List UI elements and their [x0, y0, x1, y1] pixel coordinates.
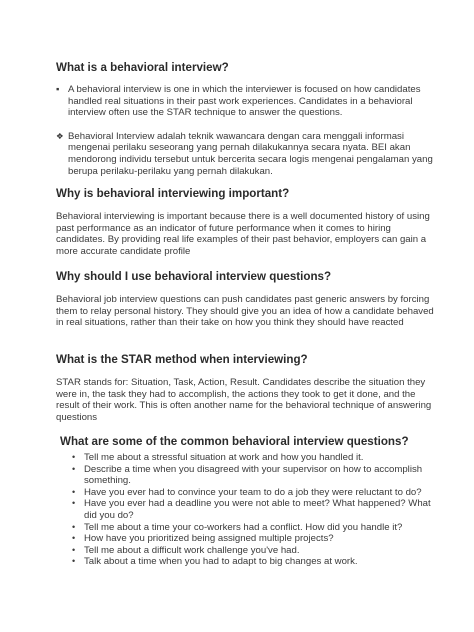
- question-text: Tell me about a difficult work challenge you've had.: [84, 544, 300, 556]
- list-item: [72, 522, 444, 534]
- list-item: [72, 452, 444, 464]
- bullet-icon: •: [72, 498, 76, 509]
- heading-why-behavioral-important: Why is behavioral interviewing important?: [56, 187, 290, 200]
- heading-what-is-behavioral-interview: What is a behavioral interview?: [56, 61, 229, 74]
- diamond-bullet-icon: ❖: [56, 130, 64, 141]
- bullet-icon: •: [72, 521, 76, 532]
- question-text: Tell me about a stressful situation at work and how you handled it.: [84, 452, 364, 463]
- bullet-icon: •: [72, 452, 76, 462]
- question-text: How have you prioritized being assigned multiple projects?: [84, 533, 334, 545]
- common-questions-list: [72, 452, 444, 568]
- heading-why-use-questions: Why should I use behavioral interview questions?: [56, 270, 332, 283]
- bullet-icon: •: [72, 533, 76, 544]
- bullet-text: Behavioral Interview adalah teknik wawancara dengan cara menggali informasi mengenai perilaku seseorang yang pernah dilakukannya secara nyata. BEI akan mendorong individu tersebut untuk bercerita secara logis mengenai pengalaman yang berupa perilaku-perilaku yang pernah dilakukan.: [68, 130, 433, 177]
- square-bullet-icon: ▪: [56, 84, 60, 95]
- bullet-icon: •: [72, 544, 76, 555]
- list-item: [72, 545, 444, 557]
- heading-common-questions: What are some of the common behavioral interview questions?: [60, 435, 409, 448]
- bullet-icon: •: [72, 463, 76, 474]
- question-text: Have you ever had a deadline you were not able to meet? What happened? What did you do?: [84, 498, 431, 521]
- bullet-text: A behavioral interview is one in which the interviewer is focused on how candidates handled real situations in their past work experiences. Candidates in a behavioral interview often use the STAR technique to answer the questions.: [68, 84, 421, 119]
- list-item: [56, 84, 438, 119]
- list-item: [72, 498, 444, 521]
- list-item: [56, 131, 438, 177]
- paragraph-why-important: Behavioral interviewing is important because there is a well documented history of using past performance as an indicator of future performance when it comes to hiring candidates. By providing real life examples of their past behavior, employers can gain a more accurate candidate profile: [56, 211, 430, 257]
- list-item: [72, 533, 444, 545]
- list-item: [72, 487, 444, 499]
- intro-bullet-list: [56, 84, 438, 177]
- list-item: [72, 464, 444, 487]
- bullet-icon: •: [72, 486, 76, 497]
- question-text: Describe a time when you disagreed with your supervisor on how to accomplish something.: [84, 463, 423, 487]
- bullet-icon: •: [72, 556, 76, 567]
- paragraph-why-use: Behavioral job interview questions can push candidates past generic answers by forcing them to relay personal history. They should give you an idea of how a candidate behaved in real situations, rather than their take on how you think they should have reacted: [56, 294, 434, 329]
- question-text: Tell me about a time your co-workers had a conflict. How did you handle it?: [84, 521, 403, 533]
- question-text: Talk about a time when you had to adapt to big changes at work.: [84, 556, 358, 568]
- paragraph-star-method: STAR stands for: Situation, Task, Action, Result. Candidates describe the situation they were in, the task they had to accomplish, the actions they took to get it done, and the result of their work. This is often another name for the behavioral technique of answering questions: [56, 377, 432, 423]
- list-item: [72, 556, 444, 568]
- heading-star-method: What is the STAR method when interviewing?: [56, 353, 308, 366]
- question-text: Have you ever had to convince your team to do a job they were reluctant to do?: [84, 486, 422, 498]
